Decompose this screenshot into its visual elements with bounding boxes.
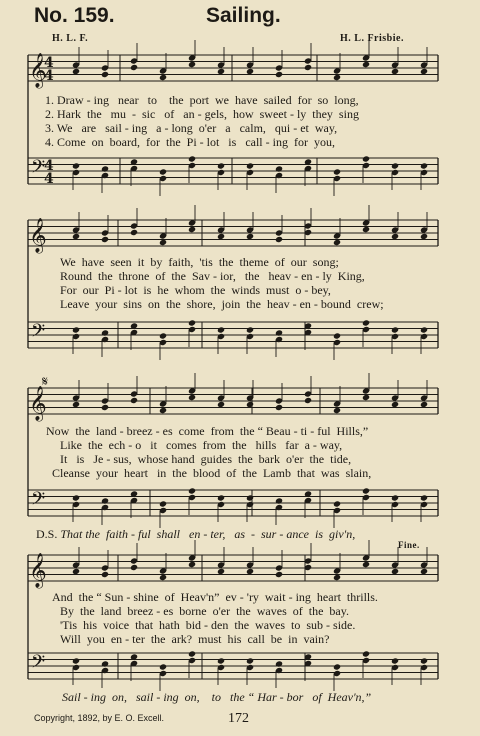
treble-clef: 𝄞 — [29, 53, 47, 88]
note-head — [246, 494, 254, 501]
note-head — [333, 74, 341, 81]
note-head — [159, 168, 167, 175]
note-head — [159, 663, 167, 670]
note-head — [159, 407, 167, 414]
lyric-line: Cleanse your heart in the blood of the Lamb that was slain, — [52, 466, 372, 480]
bass-clef: 𝄢 — [31, 321, 46, 346]
note-head — [304, 64, 312, 71]
note-head — [420, 68, 428, 75]
time-signature: 4 — [44, 171, 54, 187]
note-head — [188, 487, 196, 494]
note-head — [362, 61, 370, 68]
note-head — [188, 155, 196, 162]
note-head — [217, 233, 225, 240]
note-head — [101, 71, 109, 78]
note-head — [159, 500, 167, 507]
lyric-line: Will you en - ter the ark? must his call be in vain? — [60, 632, 330, 646]
note-head — [72, 494, 80, 501]
note-head — [246, 568, 254, 575]
note-head — [246, 326, 254, 333]
note-head — [72, 568, 80, 575]
note-head — [246, 162, 254, 169]
note-head — [275, 165, 283, 172]
note-head — [391, 657, 399, 664]
note-head — [391, 233, 399, 240]
note-head — [101, 571, 109, 578]
note-head — [391, 494, 399, 501]
note-head — [333, 332, 341, 339]
note-head — [304, 397, 312, 404]
note-head — [72, 233, 80, 240]
note-head — [72, 401, 80, 408]
note-head — [333, 500, 341, 507]
dal-segno-line — [36, 527, 355, 542]
note-head — [130, 64, 138, 71]
note-head — [188, 61, 196, 68]
lyric-line: We have seen it by faith, 'tis the theme of our song; — [60, 255, 339, 269]
note-head — [188, 561, 196, 568]
note-head — [333, 407, 341, 414]
note-head — [159, 239, 167, 246]
note-head — [101, 497, 109, 504]
note-head — [362, 487, 370, 494]
note-head — [246, 233, 254, 240]
lyric-line: And the “ Sun - shine of Heav'n” ev - 'ry wait - ing heart thrills. — [52, 590, 378, 604]
note-head — [275, 71, 283, 78]
note-head — [188, 394, 196, 401]
note-head — [420, 233, 428, 240]
copyright-notice: Copyright, 1892, by E. O. Excell. — [34, 713, 165, 723]
note-head — [362, 319, 370, 326]
note-head — [217, 657, 225, 664]
note-head — [188, 226, 196, 233]
note-head — [159, 74, 167, 81]
note-head — [275, 404, 283, 411]
note-head — [101, 404, 109, 411]
note-head — [246, 657, 254, 664]
note-head — [101, 165, 109, 172]
note-head — [362, 155, 370, 162]
note-head — [130, 564, 138, 571]
lyric-line: 2. Hark the mu - sic of an - gels, how sweet - ly they sing — [45, 107, 359, 121]
note-head — [275, 571, 283, 578]
bass-clef: 𝄢 — [31, 157, 46, 182]
note-head — [217, 494, 225, 501]
note-head — [72, 162, 80, 169]
note-head — [217, 326, 225, 333]
refrain-line: Sail - ing on, sail - ing on, to the “ Har - bor of Heav'n,” — [62, 690, 372, 704]
note-head — [130, 397, 138, 404]
segno-icon: 𝄋 — [42, 374, 49, 390]
note-head — [159, 332, 167, 339]
note-head — [275, 497, 283, 504]
lyric-line: 4. Come on board, for the Pi - lot is call - ing for you, — [45, 135, 335, 149]
lyric-line: Like the ech - o it comes from the hills far a - way, — [60, 438, 343, 452]
treble-clef: 𝄞 — [29, 218, 47, 253]
note-head — [362, 561, 370, 568]
time-signature: 4 — [44, 55, 54, 71]
ds-lyric: That the faith - ful shall en - ter, as - sur - ance is giv'n, — [60, 527, 356, 541]
lyric-line: Now the land - breez - es come from the “ Beau - ti - ful Hills,” — [46, 424, 369, 438]
note-head — [391, 401, 399, 408]
note-head — [391, 162, 399, 169]
note-head — [362, 650, 370, 657]
note-head — [333, 574, 341, 581]
note-head — [333, 168, 341, 175]
lyric-line: It is Je - sus, whose hand guides the bark o'er the tide, — [60, 452, 352, 466]
time-signature: 4 — [44, 68, 54, 84]
time-signature: 4 — [44, 158, 54, 174]
note-head — [275, 660, 283, 667]
note-head — [217, 401, 225, 408]
note-head — [391, 68, 399, 75]
note-head — [246, 401, 254, 408]
lyric-line: By the land breez - es borne o'er the waves of the bay. — [60, 604, 349, 618]
note-head — [391, 326, 399, 333]
lyric-line: Leave your sins on the shore, join the heav - en - bound crew; — [60, 297, 384, 311]
note-head — [217, 162, 225, 169]
note-head — [217, 568, 225, 575]
bass-clef: 𝄢 — [31, 652, 46, 677]
note-head — [420, 568, 428, 575]
note-head — [130, 229, 138, 236]
note-head — [333, 239, 341, 246]
ds-label: D.S. — [36, 527, 58, 541]
hymn-title: Sailing. — [206, 4, 281, 27]
lyric-line: 3. We are sail - ing a - long o'er a calm, qui - et way, — [45, 121, 338, 135]
note-head — [362, 226, 370, 233]
treble-clef: 𝄞 — [29, 386, 47, 421]
page-number: 172 — [228, 711, 249, 726]
note-head — [188, 319, 196, 326]
note-head — [391, 568, 399, 575]
fine-marking: Fine. — [398, 540, 420, 550]
note-head — [101, 236, 109, 243]
note-head — [188, 650, 196, 657]
note-head — [420, 326, 428, 333]
note-head — [72, 68, 80, 75]
note-head — [333, 663, 341, 670]
lyric-line: Round the throne of the Sav - ior, the heav - en - ly King, — [60, 269, 365, 283]
lyric-line: For our Pi - lot is he whom the winds must o - bey, — [60, 283, 331, 297]
lyric-line: 1. Draw - ing near to the port we have sailed for so long, — [45, 93, 359, 107]
note-head — [275, 329, 283, 336]
note-head — [420, 657, 428, 664]
note-head — [420, 494, 428, 501]
composer-credit: H. L. Frisbie. — [340, 33, 404, 44]
note-head — [72, 326, 80, 333]
note-head — [159, 574, 167, 581]
lyricist-credit: H. L. F. — [52, 33, 89, 44]
lyric-line: 'Tis his voice that hath bid - den the waves to sub - side. — [60, 618, 356, 632]
note-head — [246, 68, 254, 75]
note-head — [101, 660, 109, 667]
note-head — [362, 394, 370, 401]
note-head — [217, 68, 225, 75]
note-head — [101, 329, 109, 336]
note-head — [72, 657, 80, 664]
bass-clef: 𝄢 — [31, 489, 46, 514]
treble-clef: 𝄞 — [29, 553, 47, 588]
note-head — [275, 236, 283, 243]
note-head — [420, 162, 428, 169]
note-head — [420, 401, 428, 408]
hymn-number: No. 159. — [34, 4, 115, 27]
